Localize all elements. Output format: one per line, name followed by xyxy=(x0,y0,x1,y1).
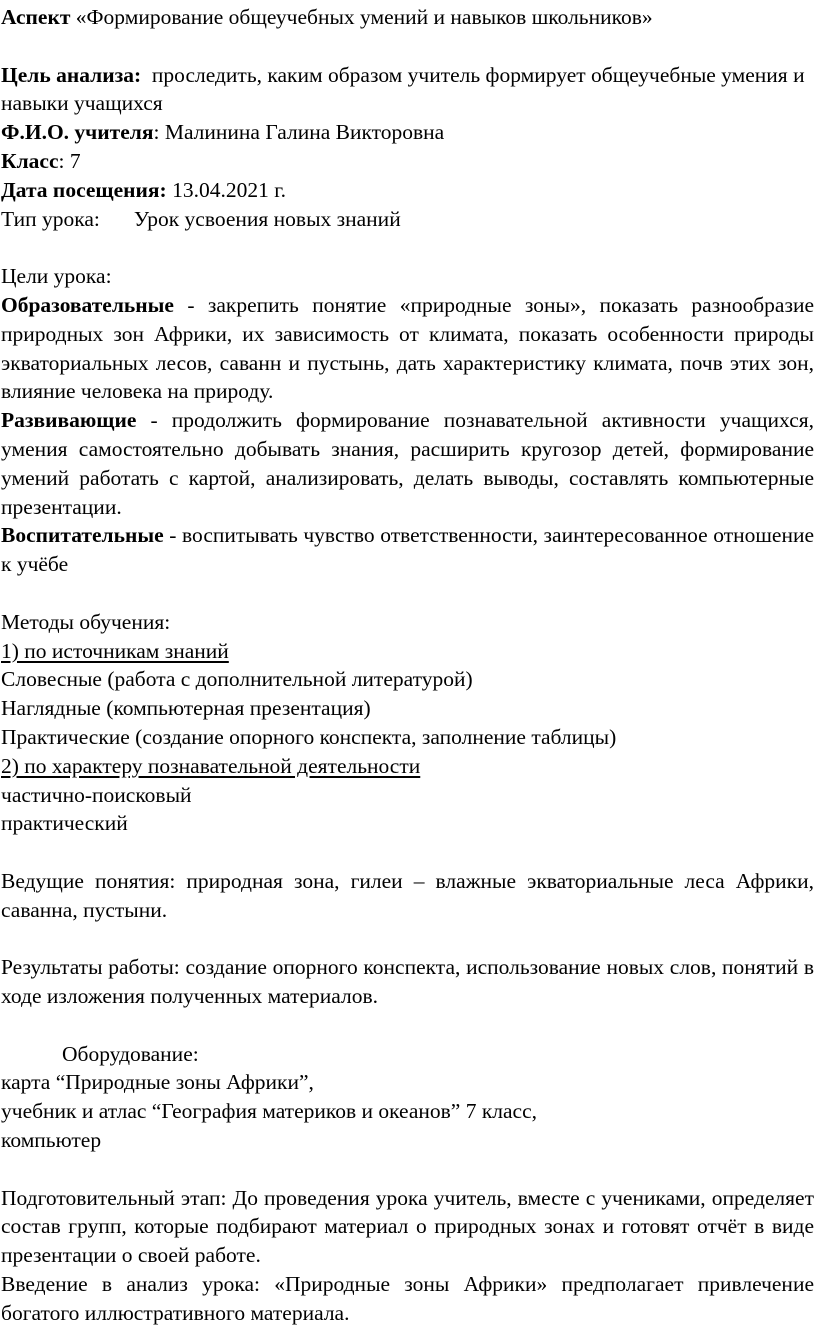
goals-title: Цели урока: xyxy=(1,264,112,289)
lesson-type-value: Урок усвоения новых знаний xyxy=(133,206,401,231)
date-label: Дата посещения: xyxy=(1,177,167,202)
goal-value: проследить, каким образом учитель формирует общеучебные умения и навыки учащихся xyxy=(1,62,805,116)
work-results: Результаты работы: создание опорного конспекта, использование новых слов, понятий в ходе изложения полученных материалов. xyxy=(1,955,814,1009)
preparation-stage: Подготовительный этап: До проведения урока учитель, вместе с учениками, определяет состав групп, которые подбирают материал о природных зонах и готовят отчёт в виде презентации о своей работе. xyxy=(1,1185,814,1268)
class-value: : 7 xyxy=(58,148,81,173)
methods-group1-heading: 1) по источникам знаний xyxy=(1,638,229,663)
date-line xyxy=(1,176,814,205)
goal-developing-label: Развивающие xyxy=(1,408,137,433)
methods-item: Практические (создание опорного конспекта, заполнение таблицы) xyxy=(1,724,617,749)
analysis-introduction: Введение в анализ урока: «Природные зоны Африки» предполагает привлечение богатого иллюстративного материала. xyxy=(1,1272,814,1325)
goal-line xyxy=(1,61,814,119)
aspect-label: Аспект xyxy=(1,5,71,29)
teacher-label: Ф.И.О. учителя xyxy=(1,120,154,145)
goal-upbringing-text: - воспитывать чувство ответственности, заинтересованное отношение к учёбе xyxy=(1,523,814,577)
equipment-item: карта “Природные зоны Африки”, xyxy=(1,1070,314,1095)
goal-label: Цель анализа: xyxy=(1,62,142,87)
lesson-type-line xyxy=(1,205,814,234)
methods-item: практический xyxy=(1,811,128,836)
goal-developing xyxy=(1,406,814,521)
leading-concepts: Ведущие понятия: природная зона, гилеи – влажные экваториальные леса Африки, саванна, пустыни. xyxy=(1,868,814,922)
methods-title: Методы обучения: xyxy=(1,609,171,634)
aspect-line xyxy=(1,3,814,32)
methods-item: частично-поисковый xyxy=(1,782,192,807)
document-page xyxy=(1,3,814,1328)
goal-educational-label: Образовательные xyxy=(1,292,174,317)
goal-developing-text: - продолжить формирование познавательной активности учащихся, умения самостоятельно добывать знания, расширить кругозор детей, формирование умений работать с картой, анализировать, делать выводы, составлять компьютерные презентации. xyxy=(1,408,814,519)
lesson-type-label: Тип урока: xyxy=(1,206,100,231)
methods-item: Словесные (работа с дополнительной литературой) xyxy=(1,667,473,692)
equipment-item: учебник и атлас “География материков и океанов” 7 класс, xyxy=(1,1099,538,1124)
equipment-item: компьютер xyxy=(1,1128,102,1153)
goal-upbringing xyxy=(1,521,814,579)
teacher-value: : Малинина Галина Викторовна xyxy=(153,120,445,145)
goal-upbringing-label: Воспитательные xyxy=(1,523,164,548)
methods-group2-heading: 2) по характеру познавательной деятельности xyxy=(1,753,421,778)
date-value: 13.04.2021 г. xyxy=(172,177,286,202)
class-line xyxy=(1,147,814,176)
methods-item: Наглядные (компьютерная презентация) xyxy=(1,696,371,721)
teacher-line xyxy=(1,118,814,147)
class-label: Класс xyxy=(1,148,59,173)
equipment-title: Оборудование: xyxy=(62,1041,199,1066)
goal-educational-text: - закрепить понятие «природные зоны», показать разнообразие природных зон Африки, их зависимость от климата, показать особенности природы экваториальных лесов, саванн и пустынь, дать характеристику климата, почв этих зон, влияние человека на природу. xyxy=(1,292,814,404)
aspect-value: «Формирование общеучебных умений и навыков школьников» xyxy=(75,5,653,29)
goal-educational xyxy=(1,291,814,406)
